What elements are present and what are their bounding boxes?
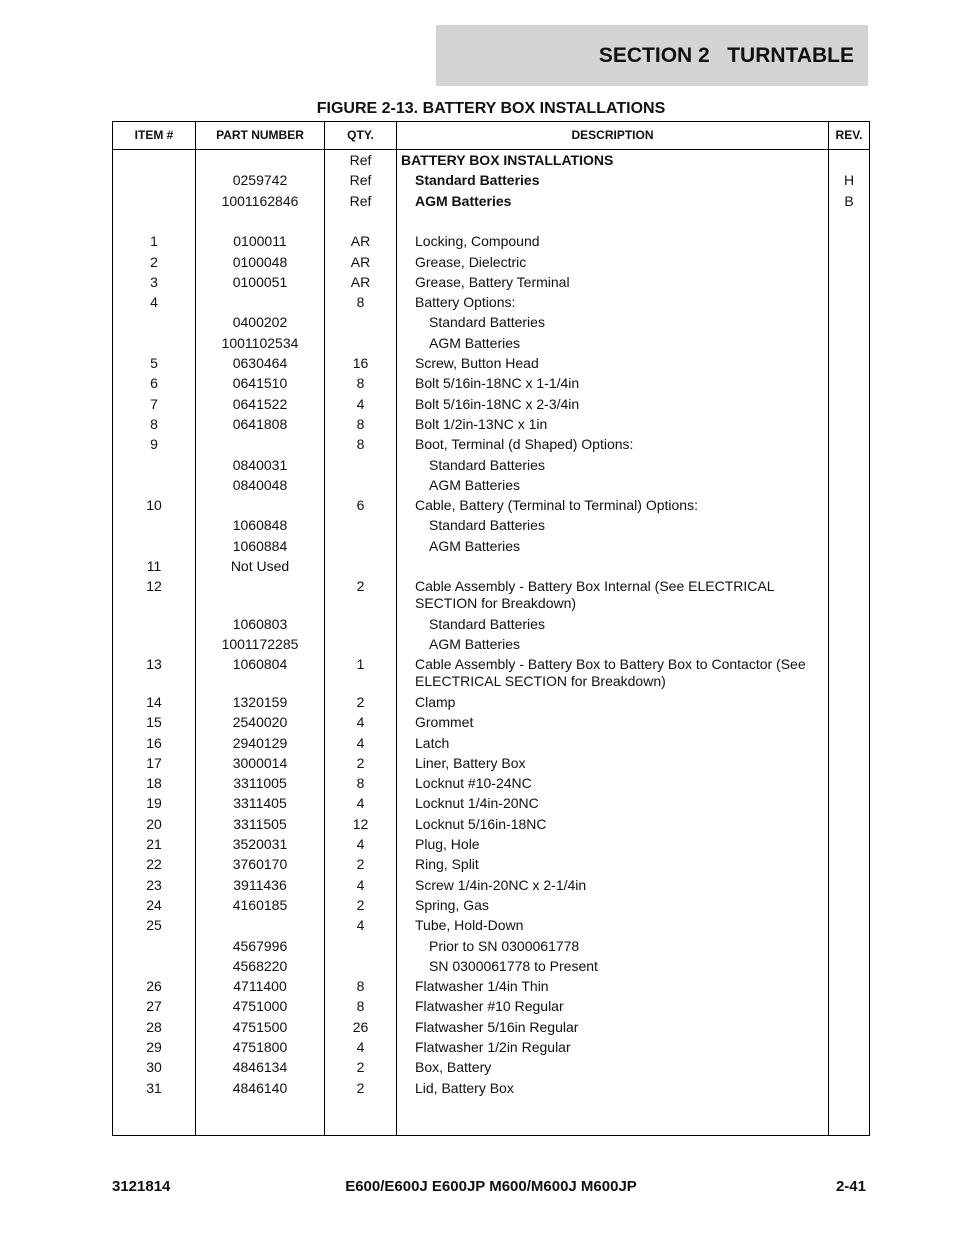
part-number-cell: 0641808 <box>232 415 288 432</box>
item-cell: 13 <box>146 656 162 673</box>
description-cell: Standard Batteries <box>429 314 545 331</box>
parts-table <box>112 121 870 1136</box>
table-row <box>113 497 869 517</box>
table-row <box>113 938 869 958</box>
table-row <box>113 558 869 578</box>
description-cell: Standard Batteries <box>415 172 540 189</box>
model-list: E600/E600J E600JP M600/M600J M600JP <box>345 1178 637 1195</box>
qty-cell: 4 <box>356 795 365 812</box>
qty-cell: AR <box>350 253 371 270</box>
part-number-cell: 1060848 <box>232 517 288 534</box>
table-row <box>113 1039 869 1059</box>
table-row <box>113 897 869 917</box>
part-number-cell: 0840048 <box>232 476 288 493</box>
description-cell: Cable, Battery (Terminal to Terminal) Options: <box>415 497 698 514</box>
qty-cell: 6 <box>356 497 365 514</box>
table-row <box>113 816 869 836</box>
part-number-cell: 4751000 <box>232 998 288 1015</box>
column-header-rev: REV. <box>835 128 863 142</box>
table-row <box>113 396 869 416</box>
table-row <box>113 233 869 253</box>
item-cell: 14 <box>146 693 162 710</box>
part-number-cell: 4567996 <box>232 937 288 954</box>
part-number-cell: 2940129 <box>232 734 288 751</box>
part-number-cell: 1001162846 <box>221 192 299 209</box>
description-cell: Battery Options: <box>415 294 516 311</box>
description-cell: Spring, Gas <box>415 896 489 913</box>
item-cell: 25 <box>146 917 162 934</box>
description-cell: Bolt 5/16in-18NC x 1-1/4in <box>415 375 580 392</box>
column-header-part-number: PART NUMBER <box>216 128 304 142</box>
item-cell: 9 <box>150 436 158 453</box>
part-number-cell: 4568220 <box>232 957 288 974</box>
table-row <box>113 172 869 192</box>
description-cell: Lid, Battery Box <box>415 1079 514 1096</box>
part-number-cell: 0641510 <box>232 375 288 392</box>
qty-cell: 2 <box>356 1059 365 1076</box>
table-row <box>113 477 869 497</box>
qty-cell: 4 <box>356 1039 365 1055</box>
qty-cell: 4 <box>356 714 365 731</box>
description-cell: Locknut #10-24NC <box>415 775 532 792</box>
page-number: 2-41 <box>835 1178 866 1195</box>
description-cell: Standard Batteries <box>429 456 545 473</box>
qty-cell: AR <box>350 273 371 290</box>
table-row <box>113 375 869 395</box>
item-cell: 19 <box>146 795 162 812</box>
part-number-cell: 3760170 <box>232 856 288 873</box>
qty-cell: Ref <box>349 192 372 209</box>
column-header-item: ITEM # <box>134 128 174 142</box>
description-cell: Plug, Hole <box>415 836 480 852</box>
qty-cell: 2 <box>356 856 365 873</box>
description-cell: Locking, Compound <box>415 233 540 250</box>
part-number-cell: Not Used <box>230 558 290 574</box>
item-cell: 10 <box>146 497 162 514</box>
qty-cell: AR <box>350 233 371 250</box>
qty-cell: 4 <box>356 734 365 751</box>
qty-cell: 12 <box>352 815 369 832</box>
table-row <box>113 213 869 233</box>
qty-cell: Ref <box>349 172 372 189</box>
description-cell: SN 0300061778 to Present <box>429 957 598 974</box>
table-row <box>113 193 869 213</box>
qty-cell: 2 <box>356 1079 365 1096</box>
table-row <box>113 1019 869 1039</box>
table-row <box>113 436 869 456</box>
table-row <box>113 694 869 714</box>
table-row <box>113 856 869 876</box>
item-cell: 15 <box>146 714 162 731</box>
part-number-cell: 1060803 <box>232 615 288 632</box>
item-cell: 29 <box>146 1039 162 1055</box>
part-number-cell: 1001172285 <box>221 636 299 653</box>
column-header-qty: QTY. <box>347 128 374 142</box>
item-cell: 11 <box>146 558 162 574</box>
column-header-description: DESCRIPTION <box>571 128 654 142</box>
part-number-cell: 3000014 <box>232 754 288 771</box>
table-row <box>113 775 869 795</box>
item-cell: 28 <box>146 1018 162 1035</box>
header-divider <box>113 149 869 150</box>
description-cell: Grommet <box>415 714 474 731</box>
item-cell: 16 <box>146 734 162 751</box>
description-cell: Locknut 5/16in-18NC <box>415 815 547 832</box>
table-row <box>113 877 869 897</box>
table-row <box>113 656 869 694</box>
table-row <box>113 735 869 755</box>
description-cell: Ring, Split <box>415 856 479 873</box>
qty-cell: 8 <box>356 775 365 792</box>
part-number-cell: 0400202 <box>232 314 288 331</box>
part-number-cell: 3311005 <box>233 775 287 792</box>
description-cell: Clamp <box>415 693 456 710</box>
section-title: SECTION 2 TURNTABLE <box>598 43 854 67</box>
item-cell: 8 <box>150 415 158 432</box>
table-row <box>113 538 869 558</box>
description-cell: Grease, Dielectric <box>415 253 527 270</box>
table-row <box>113 636 869 656</box>
table-row <box>113 978 869 998</box>
item-cell: 22 <box>146 856 162 873</box>
qty-cell: 16 <box>352 355 369 371</box>
qty-cell: 2 <box>356 754 365 771</box>
item-cell: 5 <box>150 355 158 371</box>
part-number-cell: 3311505 <box>233 815 287 832</box>
part-number-cell: 4846140 <box>232 1079 288 1096</box>
qty-cell: 2 <box>356 896 365 913</box>
description-cell: AGM Batteries <box>429 636 521 653</box>
table-row <box>113 457 869 477</box>
item-cell: 17 <box>146 754 162 771</box>
part-number-cell: 2540020 <box>232 714 288 731</box>
table-row <box>113 958 869 978</box>
qty-cell: 2 <box>356 578 365 595</box>
part-number-cell: 1320159 <box>232 693 288 710</box>
description-cell: AGM Batteries <box>429 334 521 351</box>
item-cell: 30 <box>146 1059 162 1076</box>
section-banner <box>436 25 868 86</box>
part-number-cell: 0630464 <box>232 355 288 371</box>
description-cell: Standard Batteries <box>429 615 545 632</box>
part-number-cell: 4751800 <box>232 1039 288 1055</box>
figure-title: FIGURE 2-13. BATTERY BOX INSTALLATIONS <box>316 100 666 117</box>
description-cell: Bolt 1/2in-13NC x 1in <box>415 415 548 432</box>
description-cell: BATTERY BOX INSTALLATIONS <box>401 152 614 168</box>
part-number-cell: 4751500 <box>232 1018 288 1035</box>
document-number: 3121814 <box>112 1178 171 1195</box>
qty-cell: 4 <box>356 917 365 934</box>
table-row <box>113 254 869 274</box>
qty-cell: 2 <box>356 693 365 710</box>
table-row <box>113 274 869 294</box>
part-number-cell: 0641522 <box>232 395 288 412</box>
qty-cell: 4 <box>356 876 365 893</box>
rev-cell: H <box>843 172 855 189</box>
qty-cell: 8 <box>356 436 365 453</box>
qty-cell: 4 <box>356 836 365 852</box>
qty-cell: 8 <box>356 375 365 392</box>
part-number-cell: 1060804 <box>232 656 288 673</box>
part-number-cell: 0259742 <box>232 172 288 189</box>
item-cell: 27 <box>146 998 162 1015</box>
description-cell: Bolt 5/16in-18NC x 2-3/4in <box>415 395 580 412</box>
table-row <box>113 314 869 334</box>
item-cell: 20 <box>146 815 162 832</box>
qty-cell: 4 <box>356 395 365 412</box>
item-cell: 26 <box>146 978 162 995</box>
part-number-cell: 4711400 <box>233 978 287 995</box>
qty-cell: 26 <box>352 1018 369 1035</box>
description-cell: Flatwasher 5/16in Regular <box>415 1018 579 1035</box>
description-cell: Liner, Battery Box <box>415 754 526 771</box>
item-cell: 23 <box>146 876 162 893</box>
rev-cell: B <box>844 192 854 209</box>
table-row <box>113 1080 869 1100</box>
qty-cell: 8 <box>356 978 365 995</box>
table-row <box>113 294 869 314</box>
description-cell: Flatwasher #10 Regular <box>415 998 564 1015</box>
part-number-cell: 4160185 <box>232 896 288 913</box>
table-row <box>113 152 869 172</box>
description-cell: Prior to SN 0300061778 <box>429 937 580 954</box>
item-cell: 3 <box>150 273 158 290</box>
item-cell: 31 <box>146 1079 162 1096</box>
table-row <box>113 616 869 636</box>
item-cell: 6 <box>150 375 158 392</box>
table-row <box>113 714 869 734</box>
description-cell: Standard Batteries <box>429 517 545 534</box>
part-number-cell: 0100011 <box>233 233 287 250</box>
qty-cell: Ref <box>349 152 372 168</box>
qty-cell: 1 <box>356 656 365 673</box>
table-row <box>113 416 869 436</box>
table-row <box>113 1059 869 1079</box>
part-number-cell: 4846134 <box>232 1059 288 1076</box>
table-row <box>113 795 869 815</box>
description-cell: Grease, Battery Terminal <box>415 273 570 290</box>
part-number-cell: 3911436 <box>233 876 287 893</box>
description-cell: AGM Batteries <box>415 192 512 209</box>
item-cell: 24 <box>146 896 162 913</box>
part-number-cell: 1060884 <box>232 537 288 554</box>
item-cell: 12 <box>146 578 162 595</box>
table-row <box>113 917 869 937</box>
qty-cell: 8 <box>356 998 365 1015</box>
part-number-cell: 3311405 <box>233 795 287 812</box>
qty-cell: 8 <box>356 294 365 311</box>
qty-cell: 8 <box>356 415 365 432</box>
description-cell: Cable Assembly - Battery Box Internal (See ELECTRICAL SECTION for Breakdown) <box>415 578 774 612</box>
description-cell: Box, Battery <box>415 1059 492 1076</box>
description-cell: Screw 1/4in-20NC x 2-1/4in <box>415 876 587 893</box>
description-cell: Screw, Button Head <box>415 355 539 371</box>
part-number-cell: 0840031 <box>232 456 288 473</box>
part-number-cell: 0100051 <box>232 273 288 290</box>
description-cell: Cable Assembly - Battery Box to Battery Box to Contactor (See ELECTRICAL SECTION for Breakdown) <box>415 656 806 690</box>
table-row <box>113 335 869 355</box>
part-number-cell: 1001102534 <box>221 334 299 351</box>
table-row <box>113 836 869 856</box>
table-row <box>113 578 869 616</box>
table-row <box>113 355 869 375</box>
table-row <box>113 755 869 775</box>
description-cell: Locknut 1/4in-20NC <box>415 795 539 812</box>
description-cell: AGM Batteries <box>429 476 521 493</box>
item-cell: 18 <box>146 775 162 792</box>
item-cell: 2 <box>150 253 158 270</box>
item-cell: 21 <box>146 836 162 852</box>
item-cell: 7 <box>150 395 158 412</box>
description-cell: Boot, Terminal (d Shaped) Options: <box>415 436 634 453</box>
item-cell: 4 <box>150 294 158 311</box>
item-cell: 1 <box>150 233 158 250</box>
table-row <box>113 998 869 1018</box>
description-cell: AGM Batteries <box>429 537 521 554</box>
table-row <box>113 517 869 537</box>
description-cell: Flatwasher 1/2in Regular <box>415 1039 571 1055</box>
part-number-cell: 0100048 <box>232 253 288 270</box>
description-cell: Tube, Hold-Down <box>415 917 524 934</box>
part-number-cell: 3520031 <box>232 836 288 852</box>
description-cell: Latch <box>415 734 450 751</box>
description-cell: Flatwasher 1/4in Thin <box>415 978 549 995</box>
